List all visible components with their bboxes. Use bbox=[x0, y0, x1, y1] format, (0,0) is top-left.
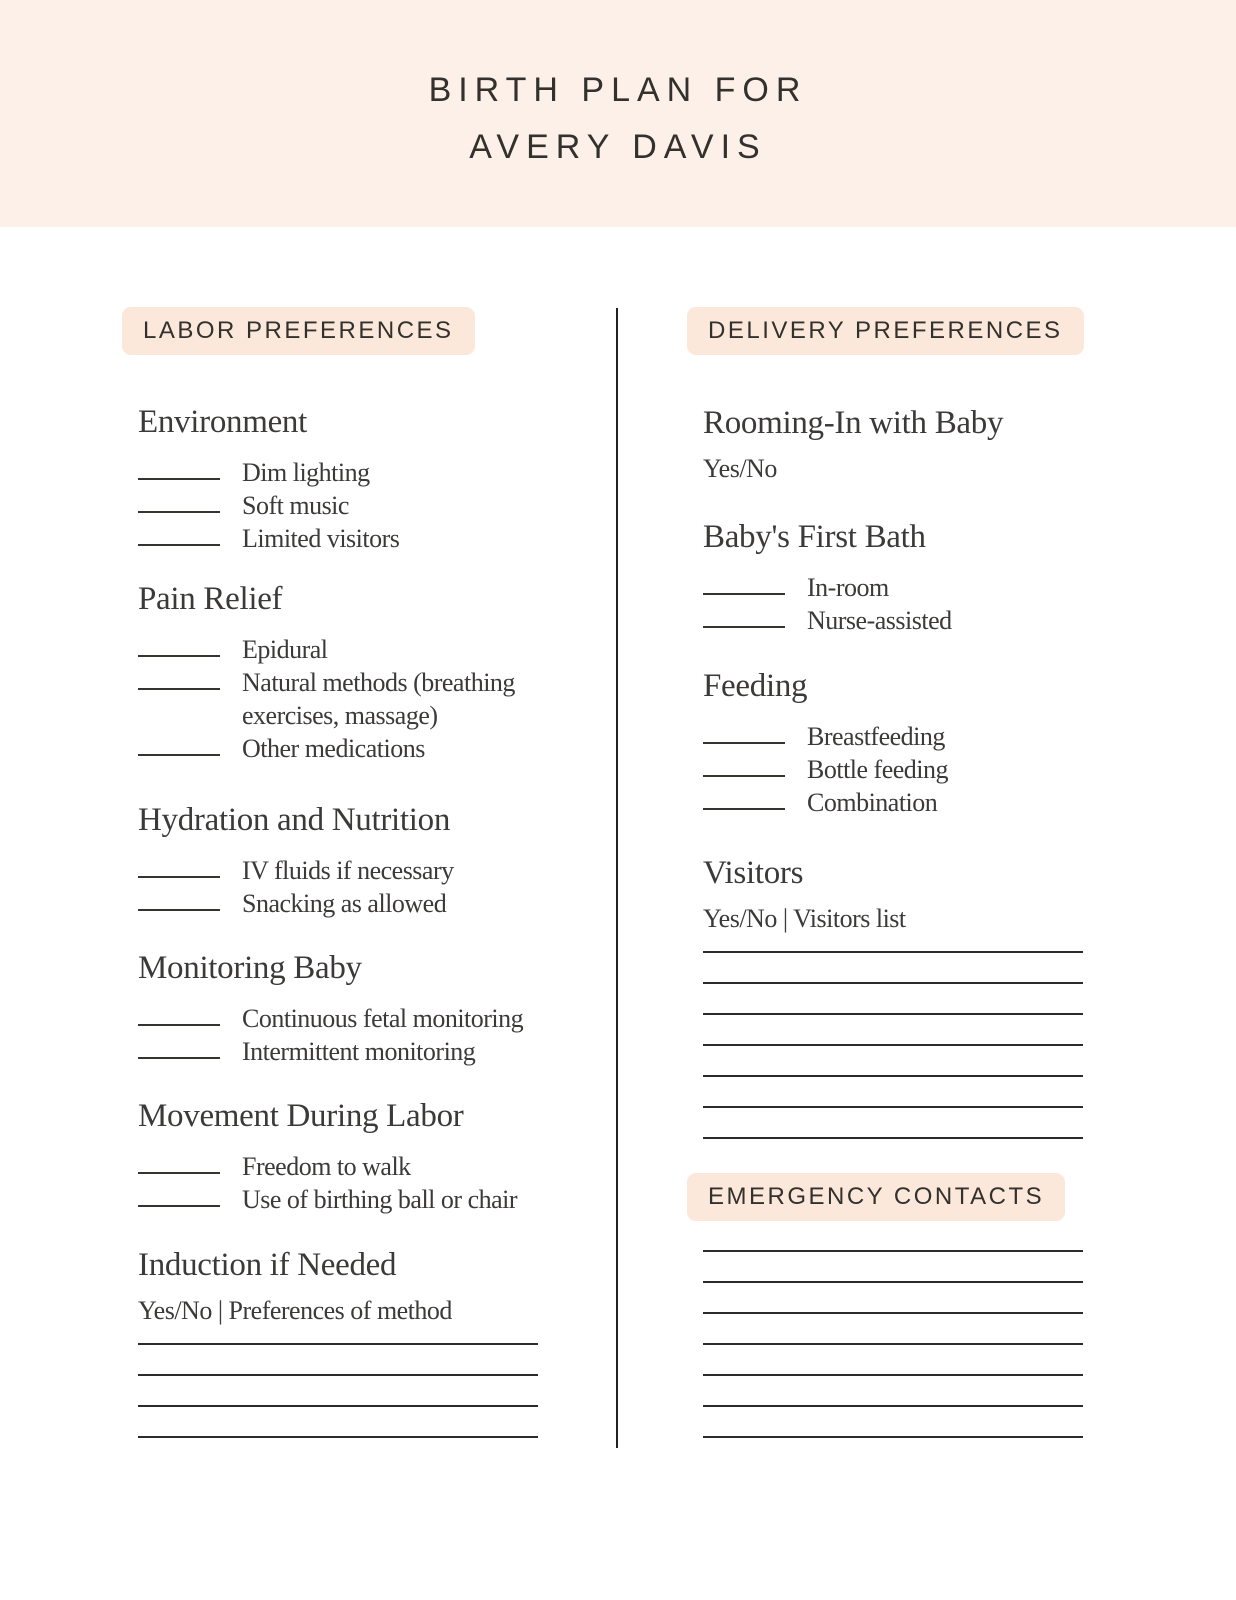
section-baby-s-first-bath bbox=[703, 517, 1083, 637]
checklist-item bbox=[703, 571, 1083, 604]
section-heading: Visitors bbox=[703, 855, 804, 891]
write-in-line bbox=[703, 1075, 1083, 1077]
item-label: Soft music bbox=[242, 491, 349, 520]
write-in-line bbox=[703, 1405, 1083, 1407]
section-heading: Movement During Labor bbox=[138, 1098, 464, 1134]
item-label: Freedom to walk bbox=[242, 1152, 411, 1181]
section-subtext: Yes/No bbox=[703, 454, 777, 483]
fill-in-blank-line bbox=[138, 1183, 220, 1207]
write-in-line bbox=[703, 1044, 1083, 1046]
item-label: IV fluids if necessary bbox=[242, 856, 454, 885]
checklist-item bbox=[703, 604, 1083, 637]
checklist-item bbox=[138, 489, 578, 522]
section-heading: Rooming-In with Baby bbox=[703, 405, 1004, 441]
write-in-line bbox=[703, 1436, 1083, 1438]
section-heading: Pain Relief bbox=[138, 581, 283, 617]
checklist-item bbox=[138, 522, 578, 555]
item-label: Nurse-assisted bbox=[807, 606, 952, 635]
checklist-items bbox=[703, 571, 1083, 637]
fill-in-blank-line bbox=[703, 786, 785, 810]
fill-in-blank-line bbox=[138, 1002, 220, 1026]
write-in-line bbox=[703, 1374, 1083, 1376]
write-in-line bbox=[703, 1343, 1083, 1345]
fill-in-blank-line bbox=[138, 666, 220, 690]
document-title-line1: BIRTH PLAN FOR bbox=[428, 71, 808, 109]
checklist-items bbox=[138, 854, 578, 920]
section-monitoring-baby bbox=[138, 948, 578, 1068]
checklist-items bbox=[138, 1150, 578, 1216]
fill-in-blank-line bbox=[703, 753, 785, 777]
labor-preferences-badge: LABOR PREFERENCES bbox=[122, 307, 475, 355]
write-in-line bbox=[703, 1281, 1083, 1283]
write-in-line bbox=[703, 1106, 1083, 1108]
checklist-items bbox=[138, 633, 578, 765]
section-subtext: Yes/No | Visitors list bbox=[703, 904, 906, 933]
item-label: Snacking as allowed bbox=[242, 889, 447, 918]
checklist-item bbox=[138, 456, 578, 489]
checklist-item bbox=[138, 1035, 578, 1068]
section-hydration-and-nutrition bbox=[138, 800, 578, 920]
item-label: Natural methods (breathing exercises, massage) bbox=[242, 668, 515, 730]
labor-preferences-column bbox=[138, 307, 578, 1507]
fill-in-blank-line bbox=[138, 456, 220, 480]
section-environment bbox=[138, 402, 578, 555]
write-in-line bbox=[703, 1137, 1083, 1139]
delivery-preferences-badge: DELIVERY PREFERENCES bbox=[687, 307, 1084, 355]
fill-in-blank-line bbox=[138, 1035, 220, 1059]
checklist-item bbox=[138, 887, 578, 920]
section-heading: Monitoring Baby bbox=[138, 950, 362, 986]
checklist-items bbox=[138, 1002, 578, 1068]
write-in-lines bbox=[703, 951, 1083, 1139]
checklist-item bbox=[703, 786, 1083, 819]
checklist-item bbox=[138, 854, 578, 887]
item-label: Combination bbox=[807, 788, 938, 817]
item-label: Limited visitors bbox=[242, 524, 400, 553]
section-rooming-in-with-baby bbox=[703, 403, 1083, 485]
write-in-line bbox=[138, 1343, 538, 1345]
fill-in-blank-line bbox=[703, 571, 785, 595]
checklist-item bbox=[703, 753, 1083, 786]
section-subtext: Yes/No | Preferences of method bbox=[138, 1296, 452, 1325]
checklist-item bbox=[138, 633, 578, 666]
delivery-preferences-column bbox=[703, 307, 1083, 1507]
checklist-item bbox=[138, 666, 578, 732]
section-visitors bbox=[703, 853, 1083, 1139]
emergency-contact-lines bbox=[703, 1250, 1083, 1438]
checklist-item bbox=[138, 1183, 578, 1216]
fill-in-blank-line bbox=[138, 732, 220, 756]
fill-in-blank-line bbox=[703, 604, 785, 628]
section-heading: Hydration and Nutrition bbox=[138, 802, 451, 838]
fill-in-blank-line bbox=[138, 1150, 220, 1174]
item-label: Continuous fetal monitoring bbox=[242, 1004, 524, 1033]
checklist-item bbox=[703, 720, 1083, 753]
fill-in-blank-line bbox=[138, 489, 220, 513]
item-label: Epidural bbox=[242, 635, 328, 664]
emergency-contacts-badge: EMERGENCY CONTACTS bbox=[687, 1173, 1065, 1221]
column-divider bbox=[616, 308, 618, 1448]
write-in-line bbox=[703, 982, 1083, 984]
write-in-line bbox=[703, 1250, 1083, 1252]
document-header bbox=[0, 0, 1236, 227]
section-heading: Baby's First Bath bbox=[703, 519, 926, 555]
fill-in-blank-line bbox=[138, 887, 220, 911]
fill-in-blank-line bbox=[703, 720, 785, 744]
section-feeding bbox=[703, 666, 1083, 819]
checklist-item bbox=[138, 1002, 578, 1035]
item-label: Breastfeeding bbox=[807, 722, 945, 751]
section-heading: Environment bbox=[138, 404, 307, 440]
document-title-line2: AVERY DAVIS bbox=[469, 128, 767, 166]
write-in-line bbox=[138, 1374, 538, 1376]
section-induction-if-needed bbox=[138, 1245, 578, 1438]
checklist-item bbox=[138, 1150, 578, 1183]
section-pain-relief bbox=[138, 579, 578, 765]
section-emergency-contacts bbox=[703, 1173, 1083, 1438]
write-in-line bbox=[138, 1436, 538, 1438]
write-in-line bbox=[703, 1312, 1083, 1314]
item-label: Dim lighting bbox=[242, 458, 370, 487]
item-label: Use of birthing ball or chair bbox=[242, 1185, 518, 1214]
checklist-item bbox=[138, 732, 578, 765]
write-in-line bbox=[138, 1405, 538, 1407]
checklist-items bbox=[703, 720, 1083, 819]
item-label: Bottle feeding bbox=[807, 755, 949, 784]
item-label: Intermittent monitoring bbox=[242, 1037, 476, 1066]
write-in-line bbox=[703, 951, 1083, 953]
item-label: Other medications bbox=[242, 734, 425, 763]
section-heading: Feeding bbox=[703, 668, 808, 704]
section-movement-during-labor bbox=[138, 1096, 578, 1216]
checklist-items bbox=[138, 456, 578, 555]
item-label: In-room bbox=[807, 573, 889, 602]
write-in-lines bbox=[138, 1343, 578, 1438]
section-heading: Induction if Needed bbox=[138, 1247, 397, 1283]
fill-in-blank-line bbox=[138, 522, 220, 546]
write-in-line bbox=[703, 1013, 1083, 1015]
fill-in-blank-line bbox=[138, 633, 220, 657]
fill-in-blank-line bbox=[138, 854, 220, 878]
